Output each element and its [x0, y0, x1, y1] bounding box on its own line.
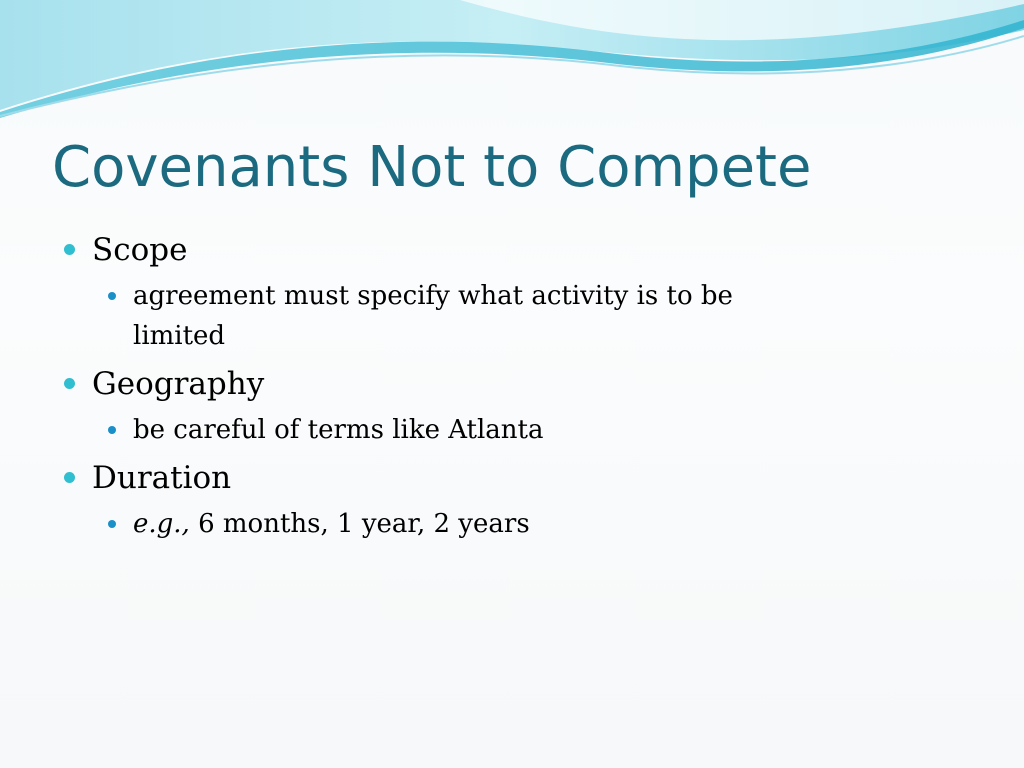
bullet-label: Geography: [92, 366, 265, 402]
sub-bullet-list: [92, 504, 962, 544]
bullet-item-duration: [62, 456, 962, 544]
sub-bullet-text: 6 months, 1 year, 2 years: [189, 509, 530, 539]
bullet-item-geography: [62, 362, 962, 450]
bullet-label: Duration: [92, 460, 232, 496]
sub-bullet-icon: [108, 520, 116, 528]
sub-bullet-text: be careful of terms like Atlanta: [133, 415, 544, 445]
sub-bullet-item: [102, 410, 813, 450]
bullet-list: [62, 228, 962, 550]
bullet-icon: [64, 244, 75, 255]
bullet-label: Scope: [92, 232, 188, 268]
sub-bullet-list: [92, 410, 962, 450]
sub-bullet-text: agreement must specify what activity is to be limited: [133, 281, 733, 351]
sub-bullet-item: [102, 276, 813, 356]
header-wave-decoration: [0, 0, 1024, 130]
bullet-icon: [64, 378, 75, 389]
bullet-item-scope: [62, 228, 962, 356]
sub-bullet-italic-text: e.g.,: [133, 509, 190, 539]
bullet-icon: [64, 472, 75, 483]
slide-title: Covenants Not to Compete: [52, 135, 812, 200]
sub-bullet-list: [92, 276, 962, 356]
sub-bullet-icon: [108, 292, 116, 300]
sub-bullet-icon: [108, 426, 116, 434]
sub-bullet-item: [102, 504, 813, 544]
